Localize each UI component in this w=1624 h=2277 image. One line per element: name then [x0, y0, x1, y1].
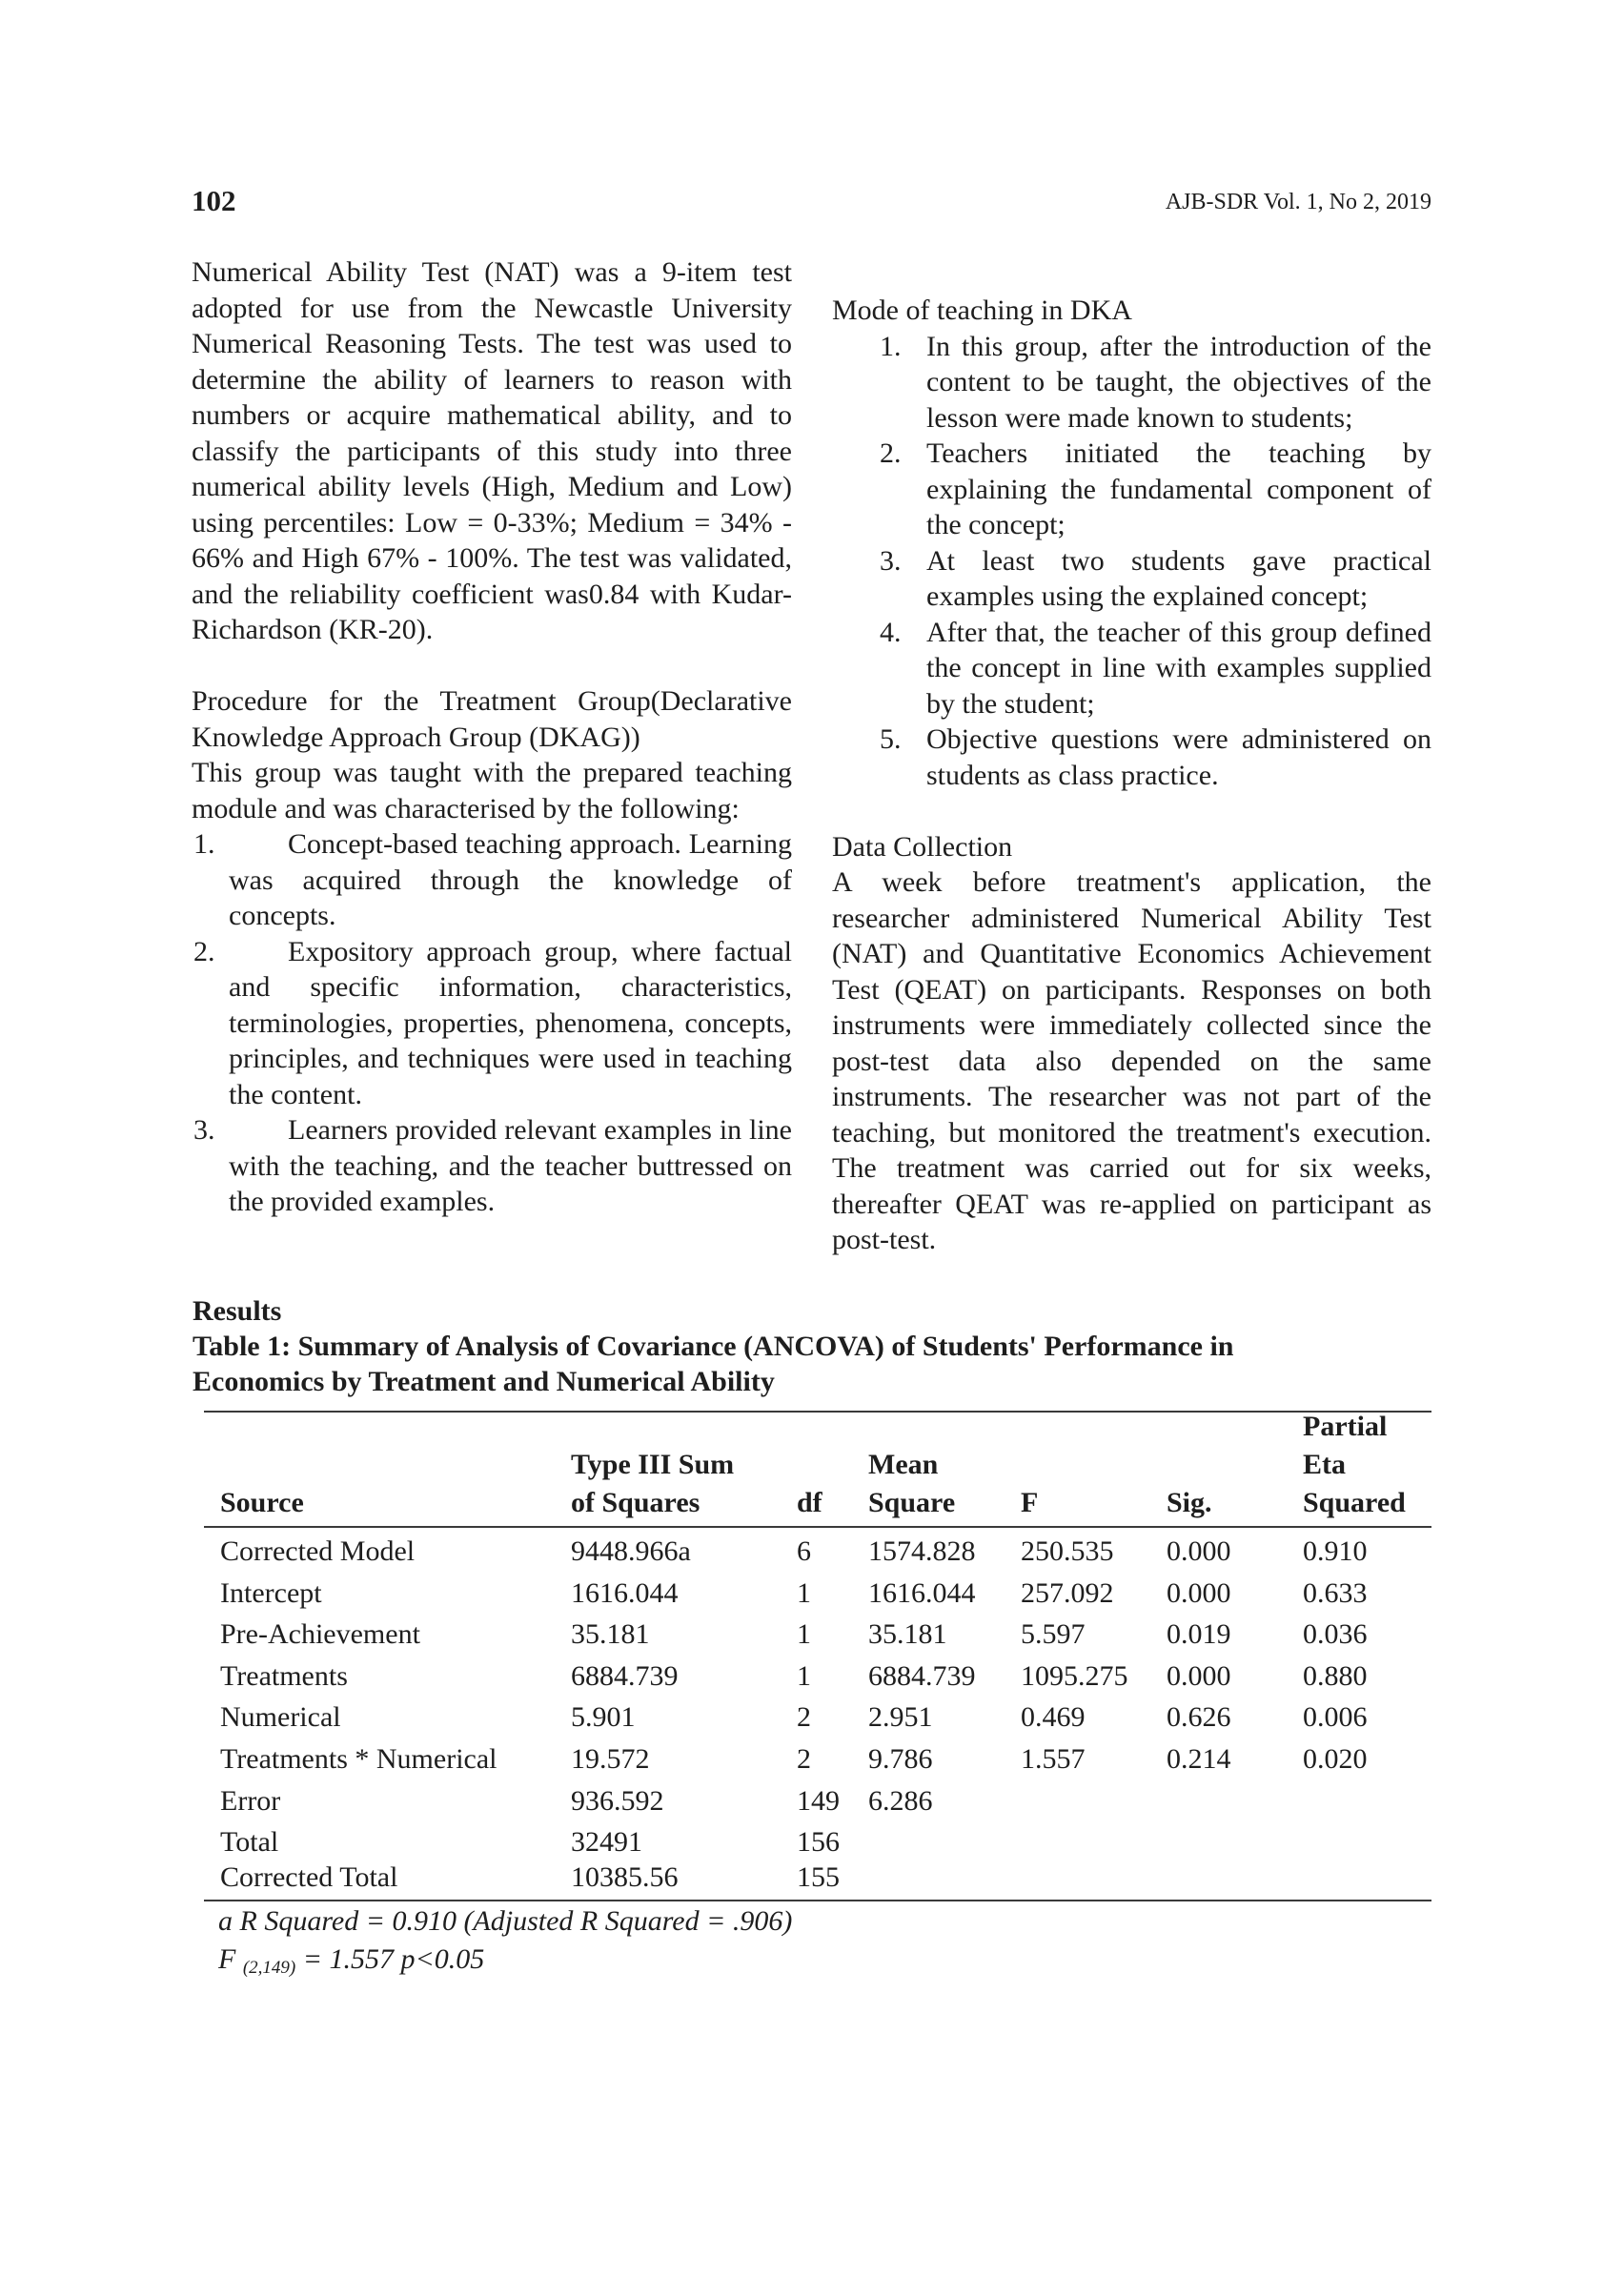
header-source: Source — [220, 1487, 304, 1518]
cell-sig: 0.000 — [1167, 1535, 1231, 1567]
cell-source: Error — [220, 1784, 281, 1817]
cell-eta: 0.633 — [1303, 1576, 1368, 1609]
nat-paragraph: Numerical Ability Test (NAT) was a 9-item test adopted for use from the Newcastle University Numerical Reasoning Tests. The test was used to determine the ability of learners to reason with numbers or acquire mathematical ability, and to classify the participants of this study into three numerical ability levels (High, Medium and Low) using percentiles: Low = 0-33%; Medium = 34% - 66% and High 67% - 100%. The test was validated, and the reliability coefficient was0.84 with Kudar-Richardson (KR-20). — [192, 256, 792, 645]
cell-f: 0.469 — [1021, 1701, 1086, 1734]
procedure-heading: Procedure for the Treatment Group(Declarative Knowledge Approach Group (DKAG)) — [192, 685, 792, 753]
cell-df: 155 — [797, 1861, 840, 1893]
cell-source: Pre-Achievement — [220, 1618, 420, 1651]
cell-eta: 0.006 — [1303, 1701, 1368, 1734]
cell-sig: 0.019 — [1167, 1618, 1231, 1651]
table-row — [204, 1857, 1431, 1899]
list-number: 3. — [880, 544, 902, 577]
left-column — [192, 254, 792, 1220]
data-collection-text: A week before treatment's application, the researcher administered Numerical Ability Test (NAT) and Quantitative Economics Achievement Test (QEAT) on participants. Responses on both instruments were immediately collected since the post-test data also depended on the same instruments. The researcher was not part of the teaching, but monitored the treatment's execution. The treatment was carried out for six weeks, thereafter QEAT was re-applied on participant as post-test. — [832, 866, 1431, 1255]
cell-ss: 6884.739 — [571, 1659, 679, 1692]
running-head: AJB-SDR Vol. 1, No 2, 2019 — [1165, 190, 1431, 214]
list-item — [832, 436, 1431, 543]
list-number: 1. — [193, 828, 215, 860]
cell-source: Treatments — [220, 1659, 348, 1692]
cell-f: 1.557 — [1021, 1743, 1086, 1775]
list-item — [832, 722, 1431, 793]
cell-sig: 0.000 — [1167, 1576, 1231, 1609]
procedure-list — [192, 826, 792, 1220]
cell-df: 1 — [797, 1618, 811, 1651]
list-number: 2. — [880, 437, 902, 469]
cell-df: 1 — [797, 1576, 811, 1609]
data-collection-heading: Data Collection — [832, 830, 1013, 863]
header-sum-of-squares: Type III Sum of Squares — [571, 1449, 735, 1518]
list-number: 2. — [193, 935, 215, 967]
list-item — [832, 543, 1431, 615]
cell-eta: 0.910 — [1303, 1535, 1368, 1567]
right-column — [832, 293, 1431, 1258]
cell-ss: 19.572 — [571, 1743, 650, 1775]
cell-f: 1095.275 — [1021, 1659, 1128, 1692]
table-row — [204, 1614, 1431, 1656]
cell-df: 6 — [797, 1535, 811, 1567]
table-row — [204, 1531, 1431, 1573]
cell-source: Numerical — [220, 1701, 341, 1734]
list-item — [832, 615, 1431, 722]
cell-source: Total — [220, 1826, 279, 1859]
table-row — [204, 1573, 1431, 1615]
list-item — [192, 934, 792, 1113]
list-text: After that, the teacher of this group defined the concept in line with examples supplied by the student; — [926, 616, 1431, 720]
results-heading: Results — [193, 1295, 282, 1327]
table-caption-line-2: Economics by Treatment and Numerical Ability — [193, 1366, 775, 1397]
cell-sig: 0.626 — [1167, 1701, 1231, 1734]
cell-f: 250.535 — [1021, 1535, 1114, 1567]
cell-ss: 9448.966a — [571, 1535, 691, 1567]
cell-df: 1 — [797, 1659, 811, 1692]
cell-ms: 1616.044 — [868, 1576, 976, 1609]
mode-list — [832, 329, 1431, 794]
cell-df: 156 — [797, 1826, 840, 1859]
cell-ss: 35.181 — [571, 1618, 650, 1651]
list-item — [192, 1112, 792, 1220]
list-item — [192, 826, 792, 934]
page-number: 102 — [192, 184, 236, 217]
cell-source: Treatments * Numerical — [220, 1743, 497, 1775]
list-text: In this group, after the introduction of the content to be taught, the objectives of the lesson were made known to students; — [926, 330, 1431, 434]
cell-ms: 35.181 — [868, 1618, 947, 1651]
list-number: 4. — [880, 616, 902, 648]
cell-eta: 0.880 — [1303, 1659, 1368, 1692]
list-number: 1. — [880, 330, 902, 362]
cell-sig: 0.214 — [1167, 1743, 1231, 1775]
list-text: Objective questions were administered on students as class practice. — [926, 723, 1431, 791]
header-partial-eta-squared: Partial Eta Squared — [1303, 1411, 1406, 1518]
cell-df: 2 — [797, 1743, 811, 1775]
header-df: df — [797, 1487, 822, 1518]
table-row — [204, 1656, 1431, 1698]
cell-ss: 936.592 — [571, 1784, 664, 1817]
cell-eta: 0.036 — [1303, 1618, 1368, 1651]
cell-source: Corrected Total — [220, 1861, 398, 1893]
procedure-intro: This group was taught with the prepared teaching module and was characterised by the following: — [192, 757, 792, 824]
cell-ms: 1574.828 — [868, 1535, 976, 1567]
table-row — [204, 1738, 1431, 1780]
cell-ss: 10385.56 — [571, 1861, 679, 1893]
table-footnote-r-squared: a R Squared = 0.910 (Adjusted R Squared = .906) — [218, 1905, 793, 1937]
table-header-rule — [204, 1526, 1431, 1528]
list-number: 5. — [880, 723, 902, 755]
cell-df: 149 — [797, 1784, 840, 1817]
cell-eta: 0.020 — [1303, 1743, 1368, 1775]
results-section — [193, 1293, 1431, 1399]
cell-ms: 9.786 — [868, 1743, 933, 1775]
list-number: 3. — [193, 1114, 215, 1146]
table-caption-line-1: Table 1: Summary of Analysis of Covariance (ANCOVA) of Students' Performance in — [193, 1331, 1234, 1362]
header-mean-square: Mean Square — [868, 1449, 956, 1518]
table-row — [204, 1780, 1431, 1822]
cell-ss: 5.901 — [571, 1701, 636, 1734]
cell-ms: 2.951 — [868, 1701, 933, 1734]
header-f: F — [1021, 1487, 1039, 1518]
cell-source: Corrected Model — [220, 1535, 416, 1567]
cell-ms: 6.286 — [868, 1784, 933, 1817]
cell-ss: 1616.044 — [571, 1576, 679, 1609]
list-text: Expository approach group, where factual and specific information, characteristics, terminologies, properties, phenomena, concepts, principles, and techniques were used in teaching the content. — [229, 935, 792, 1110]
cell-df: 2 — [797, 1701, 811, 1734]
list-text: Concept-based teaching approach. Learning was acquired through the knowledge of concepts. — [229, 828, 792, 931]
table-row — [204, 1697, 1431, 1738]
table-footnote-f-statistic: F $_{(2,149)}$ = 1.557 p<0.05 — [218, 1943, 485, 1978]
cell-f: 5.597 — [1021, 1618, 1086, 1651]
list-text: Teachers initiated the teaching by explaining the fundamental component of the concept; — [926, 437, 1431, 540]
list-text: At least two students gave practical examples using the explained concept; — [926, 544, 1431, 612]
list-text: Learners provided relevant examples in line with the teaching, and the teacher buttressed on the provided examples. — [229, 1114, 792, 1217]
list-item — [832, 329, 1431, 437]
header-sig: Sig. — [1167, 1487, 1212, 1518]
cell-ms: 6884.739 — [868, 1659, 976, 1692]
cell-f: 257.092 — [1021, 1576, 1114, 1609]
cell-ss: 32491 — [571, 1826, 642, 1859]
table-bottom-rule — [204, 1900, 1431, 1901]
cell-source: Intercept — [220, 1576, 322, 1609]
mode-heading: Mode of teaching in DKA — [832, 295, 1132, 326]
table-header — [204, 1411, 1431, 1526]
cell-sig: 0.000 — [1167, 1659, 1231, 1692]
